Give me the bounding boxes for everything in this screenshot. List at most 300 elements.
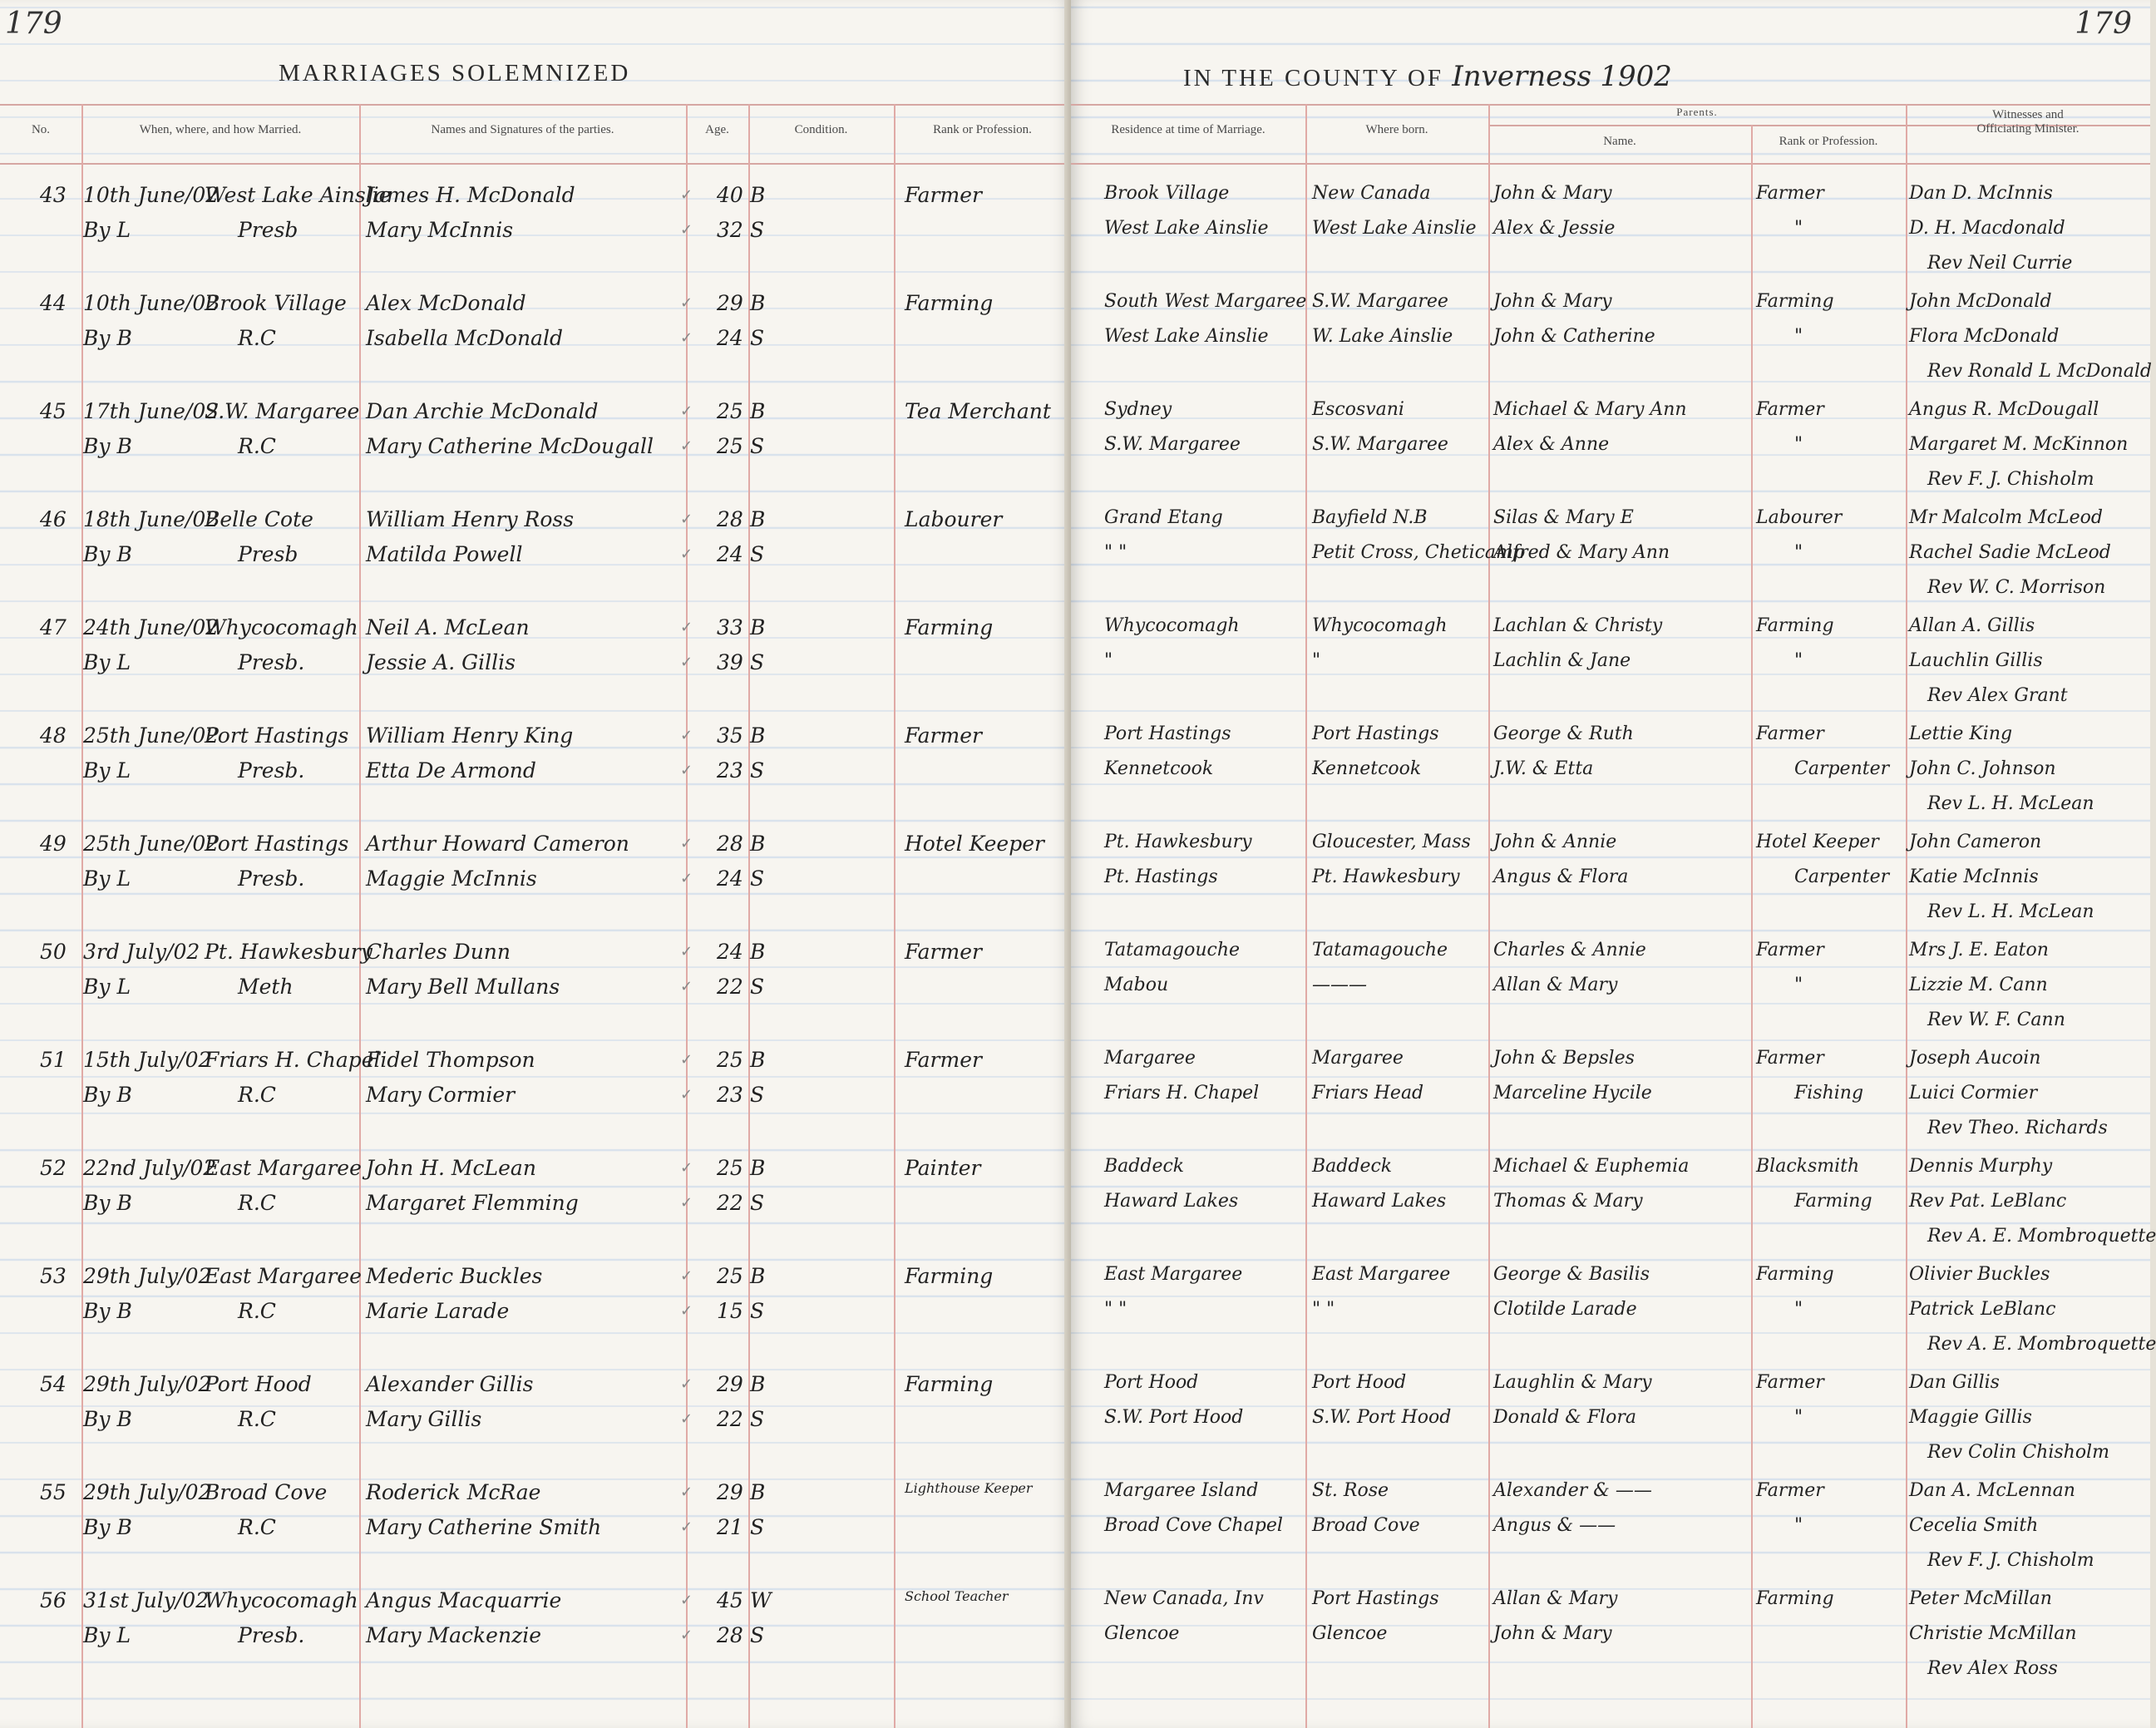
residence-groom: Tatamagouche — [1104, 940, 1241, 960]
entry-place: Port Hastings — [205, 723, 349, 748]
groom-rank: Farmer — [905, 940, 982, 964]
parents-bride: Alfred & Mary Ann — [1493, 542, 1670, 563]
entry-date: 10th June/02 — [83, 291, 220, 315]
groom-name: Charles Dunn — [366, 940, 511, 964]
groom-name: William Henry King — [366, 723, 574, 748]
entry-place: West Lake Ainslie — [205, 183, 392, 207]
residence-groom: Brook Village — [1104, 183, 1230, 204]
bride-name: Isabella McDonald — [366, 326, 563, 350]
entry-number: 43 — [40, 183, 67, 207]
groom-condition: B — [750, 1264, 766, 1288]
parents-rank-groom: Farmer — [1756, 1480, 1824, 1501]
entry-date: 10th June/02 — [83, 183, 220, 207]
entry-denomination: Presb. — [238, 650, 305, 674]
officiating-minister: Rev L. H. McLean — [1927, 793, 2094, 814]
header-bottom-rule — [0, 163, 1071, 165]
check-mark: ✓ — [680, 1051, 693, 1069]
residence-groom: Whycocomagh — [1104, 615, 1240, 636]
bride-condition: S — [750, 434, 765, 458]
entry-number: 54 — [40, 1372, 67, 1396]
parents-bride: Alex & Jessie — [1493, 218, 1616, 239]
groom-condition: B — [750, 507, 766, 531]
entry-date: 31st July/02 — [83, 1588, 210, 1612]
officiating-minister: Rev F. J. Chisholm — [1927, 469, 2094, 490]
check-mark: ✓ — [680, 943, 693, 960]
title-left: MARRIAGES SOLEMNIZED — [279, 60, 631, 86]
header-witnesses-line2: Officiating Minister. — [1976, 122, 2080, 136]
bride-name: Margaret Flemming — [366, 1191, 579, 1215]
parents-groom: Michael & Mary Ann — [1493, 399, 1687, 420]
groom-condition: B — [750, 832, 766, 856]
born-groom: Whycocomagh — [1312, 615, 1448, 636]
bride-age: 22 — [717, 1407, 743, 1431]
officiating-minister: Rev Alex Ross — [1927, 1658, 2058, 1679]
officiating-minister: Rev Neil Currie — [1927, 253, 2073, 274]
officiating-minister: Rev Alex Grant — [1927, 685, 2068, 706]
groom-age: 35 — [717, 723, 743, 748]
entry-date: 25th June/02 — [83, 832, 220, 856]
header-residence: Residence at time of Marriage. — [1111, 123, 1265, 136]
bride-condition: S — [750, 1407, 765, 1431]
groom-age: 40 — [717, 183, 743, 207]
born-groom: Port Hastings — [1312, 1588, 1439, 1609]
groom-condition: B — [750, 615, 766, 639]
parents-rank-bride: " — [1794, 1407, 1803, 1428]
born-bride: " — [1312, 650, 1321, 671]
witness-2: D. H. Macdonald — [1909, 218, 2065, 239]
groom-rank: Farming — [905, 1264, 994, 1288]
parents-rank-groom: Farmer — [1756, 1372, 1824, 1393]
witness-1: Mr Malcolm McLeod — [1909, 507, 2103, 528]
title-right — [1183, 60, 1672, 93]
entry-denomination: Meth — [238, 975, 294, 999]
born-groom: East Margaree — [1312, 1264, 1451, 1285]
entry-date: 29th July/02 — [83, 1372, 212, 1396]
header-born: Where born. — [1365, 123, 1428, 136]
header-bottom-rule — [1071, 163, 2150, 165]
groom-name: Alexander Gillis — [366, 1372, 534, 1396]
check-mark: ✓ — [680, 654, 693, 671]
groom-age: 28 — [717, 832, 743, 856]
bride-name: Jessie A. Gillis — [366, 650, 516, 674]
entry-number: 48 — [40, 723, 67, 748]
entry-how: By L — [83, 1623, 131, 1647]
born-bride: West Lake Ainslie — [1312, 218, 1477, 239]
entry-how: By L — [83, 650, 131, 674]
entry-place: Broad Cove — [205, 1480, 328, 1504]
groom-condition: W — [750, 1588, 772, 1612]
header-witnesses — [1906, 108, 2150, 137]
witness-1: Dennis Murphy — [1909, 1156, 2053, 1177]
residence-bride: " " — [1104, 542, 1127, 563]
born-groom: Port Hastings — [1312, 723, 1439, 744]
parents-rank-groom: Hotel Keeper — [1756, 832, 1879, 852]
parents-rank-groom: Farmer — [1756, 183, 1824, 204]
parents-groom: George & Ruth — [1493, 723, 1634, 744]
entry-number: 45 — [40, 399, 67, 423]
born-bride: Haward Lakes — [1312, 1191, 1447, 1212]
entry-how: By B — [83, 1407, 132, 1431]
entry-number: 56 — [40, 1588, 67, 1612]
bride-age: 39 — [717, 650, 743, 674]
bride-name: Mary Catherine Smith — [366, 1515, 602, 1539]
bride-name: Etta De Armond — [366, 758, 536, 783]
check-mark: ✓ — [680, 186, 693, 204]
header-parents-rank: Rank or Profession. — [1779, 135, 1878, 148]
title-year: 1902 — [1600, 60, 1672, 93]
parents-groom: Charles & Annie — [1493, 940, 1646, 960]
title-county: Inverness — [1452, 60, 1592, 93]
parents-bride: Donald & Flora — [1493, 1407, 1637, 1428]
bride-age: 22 — [717, 975, 743, 999]
officiating-minister: Rev Colin Chisholm — [1927, 1442, 2109, 1463]
groom-rank: Farmer — [905, 183, 982, 207]
officiating-minister: Rev L. H. McLean — [1927, 901, 2094, 922]
residence-bride: Kennetcook — [1104, 758, 1214, 779]
groom-age: 28 — [717, 507, 743, 531]
parents-rank-bride: " — [1794, 218, 1803, 239]
parents-rank-groom: Labourer — [1756, 507, 1843, 528]
entry-date: 3rd July/02 — [83, 940, 200, 964]
bride-age: 24 — [717, 866, 743, 891]
witness-1: Lettie King — [1909, 723, 2013, 744]
parents-rank-bride: " — [1794, 975, 1803, 995]
groom-age: 29 — [717, 1372, 743, 1396]
entry-place: Pt. Hawkesbury — [205, 940, 372, 964]
entry-number: 49 — [40, 832, 67, 856]
page-number-right: 179 — [2075, 7, 2132, 41]
witness-1: Allan A. Gillis — [1909, 615, 2035, 636]
groom-rank: School Teacher — [905, 1588, 1009, 1604]
right-page — [1071, 0, 2156, 1728]
residence-bride: Mabou — [1104, 975, 1169, 995]
col-divider — [894, 104, 895, 1728]
entry-number: 44 — [40, 291, 67, 315]
groom-name: John H. McLean — [366, 1156, 536, 1180]
header-no: No. — [31, 123, 51, 136]
residence-groom: Margaree Island — [1104, 1480, 1259, 1501]
entry-how: By L — [83, 866, 131, 891]
entry-number: 55 — [40, 1480, 67, 1504]
officiating-minister: Rev W. F. Cann — [1927, 1010, 2065, 1030]
born-groom: New Canada — [1312, 183, 1431, 204]
born-groom: Baddeck — [1312, 1156, 1393, 1177]
check-mark: ✓ — [680, 1484, 693, 1501]
entry-denomination: Presb. — [238, 1623, 305, 1647]
residence-groom: East Margaree — [1104, 1264, 1243, 1285]
born-bride: Friars Head — [1312, 1083, 1424, 1103]
entry-denomination: R.C — [238, 434, 276, 458]
entry-date: 29th July/02 — [83, 1480, 212, 1504]
bride-age: 23 — [717, 758, 743, 783]
header-parents: Parents. — [1676, 106, 1718, 118]
parents-rank-bride: Fishing — [1794, 1083, 1864, 1103]
left-page — [0, 0, 1071, 1728]
parents-bride: Marceline Hycile — [1493, 1083, 1652, 1103]
parents-rank-groom: Farmer — [1756, 1048, 1824, 1069]
entry-number: 50 — [40, 940, 67, 964]
parents-groom: John & Mary — [1493, 183, 1612, 204]
residence-groom: New Canada, Inv — [1104, 1588, 1264, 1609]
bride-condition: S — [750, 542, 765, 566]
entry-place: S.W. Margaree — [205, 399, 360, 423]
entry-denomination: Presb — [238, 542, 298, 566]
parents-rank-bride: " — [1794, 542, 1803, 563]
born-bride: ——— — [1312, 975, 1367, 995]
check-mark: ✓ — [680, 762, 693, 779]
bride-name: Maggie McInnis — [366, 866, 537, 891]
parents-bride: Angus & —— — [1493, 1515, 1616, 1536]
check-mark: ✓ — [680, 294, 693, 312]
entry-how: By B — [83, 1191, 132, 1215]
bride-name: Matilda Powell — [366, 542, 523, 566]
groom-age: 25 — [717, 1048, 743, 1072]
check-mark: ✓ — [680, 1194, 693, 1212]
born-groom: St. Rose — [1312, 1480, 1389, 1501]
entry-denomination: R.C — [238, 1083, 276, 1107]
entry-place: Port Hastings — [205, 832, 349, 856]
entry-date: 17th June/02 — [83, 399, 220, 423]
residence-bride: Pt. Hastings — [1104, 866, 1218, 887]
groom-rank: Farmer — [905, 1048, 982, 1072]
bride-condition: S — [750, 650, 765, 674]
header-age: Age. — [705, 123, 729, 136]
check-mark: ✓ — [680, 835, 693, 852]
parents-bride: Angus & Flora — [1493, 866, 1629, 887]
groom-rank: Lighthouse Keeper — [905, 1480, 1033, 1496]
entry-denomination: R.C — [238, 1191, 276, 1215]
entry-date: 22nd July/02 — [83, 1156, 217, 1180]
residence-bride: " " — [1104, 1299, 1127, 1320]
parents-groom: Allan & Mary — [1493, 1588, 1618, 1609]
residence-groom: Pt. Hawkesbury — [1104, 832, 1252, 852]
bride-name: Mary Mackenzie — [366, 1623, 542, 1647]
groom-age: 29 — [717, 291, 743, 315]
residence-bride: Haward Lakes — [1104, 1191, 1239, 1212]
residence-bride: S.W. Port Hood — [1104, 1407, 1244, 1428]
entry-how: By B — [83, 1299, 132, 1323]
bride-condition: S — [750, 1515, 765, 1539]
parents-groom: John & Mary — [1493, 291, 1612, 312]
bride-age: 24 — [717, 542, 743, 566]
entry-how: By L — [83, 218, 131, 242]
check-mark: ✓ — [680, 1086, 693, 1103]
check-mark: ✓ — [680, 546, 693, 563]
entry-place: East Margaree — [205, 1264, 362, 1288]
witness-1: Angus R. McDougall — [1909, 399, 2099, 420]
residence-groom: South West Margaree — [1104, 291, 1307, 312]
col-divider — [1906, 104, 1907, 1728]
entry-place: Port Hood — [205, 1372, 312, 1396]
officiating-minister: Rev A. E. Mombroquette — [1927, 1226, 2156, 1247]
bride-age: 21 — [717, 1515, 743, 1539]
entry-denomination: R.C — [238, 1299, 276, 1323]
parents-bride: John & Catherine — [1493, 326, 1655, 347]
page-number-left: 179 — [5, 7, 62, 41]
witness-1: John Cameron — [1909, 832, 2042, 852]
parents-groom: Laughlin & Mary — [1493, 1372, 1652, 1393]
entry-denomination: R.C — [238, 1515, 276, 1539]
parents-bride: Clotilde Larade — [1493, 1299, 1637, 1320]
witness-1: Mrs J. E. Eaton — [1909, 940, 2049, 960]
bride-name: Mary Gillis — [366, 1407, 482, 1431]
witness-2: Patrick LeBlanc — [1909, 1299, 2056, 1320]
entry-denomination: Presb. — [238, 866, 305, 891]
born-groom: Tatamagouche — [1312, 940, 1448, 960]
officiating-minister: Rev A. E. Mombroquette — [1927, 1334, 2156, 1355]
groom-age: 25 — [717, 1264, 743, 1288]
groom-rank: Farmer — [905, 723, 982, 748]
groom-condition: B — [750, 1156, 766, 1180]
entry-number: 46 — [40, 507, 67, 531]
witness-1: Peter McMillan — [1909, 1588, 2052, 1609]
groom-age: 25 — [717, 1156, 743, 1180]
groom-condition: B — [750, 1480, 766, 1504]
residence-bride: S.W. Margaree — [1104, 434, 1241, 455]
witness-2: Maggie Gillis — [1909, 1407, 2032, 1428]
witness-2: Flora McDonald — [1909, 326, 2060, 347]
residence-groom: Baddeck — [1104, 1156, 1185, 1177]
bride-condition: S — [750, 218, 765, 242]
header-top-rule — [0, 104, 1071, 106]
born-groom: Bayfield N.B — [1312, 507, 1428, 528]
residence-bride: West Lake Ainslie — [1104, 218, 1269, 239]
parents-bride: Lachlin & Jane — [1493, 650, 1631, 671]
entry-denomination: R.C — [238, 1407, 276, 1431]
parents-rank-groom: Farming — [1756, 1264, 1834, 1285]
parents-rank-bride: Carpenter — [1794, 758, 1890, 779]
check-mark: ✓ — [680, 1375, 693, 1393]
witness-1: Dan D. McInnis — [1909, 183, 2053, 204]
entry-how: By B — [83, 326, 132, 350]
entry-place: Brook Village — [205, 291, 347, 315]
born-groom: S.W. Margaree — [1312, 291, 1448, 312]
bride-age: 32 — [717, 218, 743, 242]
entry-date: 24th June/02 — [83, 615, 220, 639]
header-top-rule — [1071, 104, 2150, 106]
witness-2: Lauchlin Gillis — [1909, 650, 2043, 671]
residence-bride: West Lake Ainslie — [1104, 326, 1269, 347]
header-witnesses-line1: Witnesses and — [1992, 108, 2064, 121]
parents-rank-bride: " — [1794, 434, 1803, 455]
witness-2: Rachel Sadie McLeod — [1909, 542, 2111, 563]
header-rank: Rank or Profession. — [933, 123, 1032, 136]
parents-groom: Silas & Mary E — [1493, 507, 1634, 528]
groom-name: Dan Archie McDonald — [366, 399, 599, 423]
entry-how: By L — [83, 758, 131, 783]
parents-rank-bride: Carpenter — [1794, 866, 1890, 887]
bride-condition: S — [750, 758, 765, 783]
check-mark: ✓ — [680, 437, 693, 455]
parents-rank-bride: " — [1794, 326, 1803, 347]
parents-groom: John & Bepsles — [1493, 1048, 1635, 1069]
born-bride: Pt. Hawkesbury — [1312, 866, 1460, 887]
bride-age: 15 — [717, 1299, 743, 1323]
entry-place: Belle Cote — [205, 507, 313, 531]
header-condition: Condition. — [794, 123, 848, 136]
check-mark: ✓ — [680, 619, 693, 636]
parents-rank-groom: Blacksmith — [1756, 1156, 1860, 1177]
groom-rank: Farming — [905, 1372, 994, 1396]
groom-name: Neil A. McLean — [366, 615, 530, 639]
entry-denomination: R.C — [238, 326, 276, 350]
groom-name: Roderick McRae — [366, 1480, 541, 1504]
born-groom: Port Hood — [1312, 1372, 1407, 1393]
witness-1: Olivier Buckles — [1909, 1264, 2050, 1285]
residence-groom: Grand Etang — [1104, 507, 1223, 528]
entry-place: Whycocomagh — [205, 615, 358, 639]
check-mark: ✓ — [680, 1302, 693, 1320]
bride-age: 22 — [717, 1191, 743, 1215]
parents-rank-groom: Farming — [1756, 1588, 1834, 1609]
bride-age: 28 — [717, 1623, 743, 1647]
groom-age: 33 — [717, 615, 743, 639]
born-groom: Gloucester, Mass — [1312, 832, 1471, 852]
parents-bride: Allan & Mary — [1493, 975, 1618, 995]
parents-groom: George & Basilis — [1493, 1264, 1650, 1285]
bride-condition: S — [750, 1191, 765, 1215]
entry-place: Friars H. Chapel — [205, 1048, 381, 1072]
check-mark: ✓ — [680, 1159, 693, 1177]
bride-condition: S — [750, 326, 765, 350]
check-mark: ✓ — [680, 511, 693, 528]
check-mark: ✓ — [680, 870, 693, 887]
groom-name: Mederic Buckles — [366, 1264, 543, 1288]
bride-name: Mary Catherine McDougall — [366, 434, 654, 458]
header-names: Names and Signatures of the parties. — [431, 123, 614, 136]
check-mark: ✓ — [680, 727, 693, 744]
parents-groom: Alexander & —— — [1493, 1480, 1652, 1501]
bride-age: 24 — [717, 326, 743, 350]
bride-condition: S — [750, 1623, 765, 1647]
bride-name: Mary McInnis — [366, 218, 514, 242]
entry-denomination: Presb — [238, 218, 298, 242]
groom-age: 25 — [717, 399, 743, 423]
witness-2: Rev Pat. LeBlanc — [1909, 1191, 2067, 1212]
officiating-minister: Rev Ronald L McDonald — [1927, 361, 2152, 382]
groom-name: Alex McDonald — [366, 291, 526, 315]
groom-rank: Hotel Keeper — [905, 832, 1044, 856]
entry-number: 47 — [40, 615, 67, 639]
parents-groom: Michael & Euphemia — [1493, 1156, 1690, 1177]
witness-2: Cecelia Smith — [1909, 1515, 2039, 1536]
born-bride: S.W. Margaree — [1312, 434, 1448, 455]
witness-2: Katie McInnis — [1909, 866, 2039, 887]
groom-condition: B — [750, 291, 766, 315]
parents-rank-groom: Farmer — [1756, 940, 1824, 960]
witness-1: Joseph Aucoin — [1909, 1048, 2041, 1069]
officiating-minister: Rev W. C. Morrison — [1927, 577, 2106, 598]
title-right-prefix: IN THE COUNTY OF — [1183, 65, 1444, 91]
groom-name: Angus Macquarrie — [366, 1588, 562, 1612]
witness-1: Dan Gillis — [1909, 1372, 2000, 1393]
residence-groom: Sydney — [1104, 399, 1172, 420]
officiating-minister: Rev Theo. Richards — [1927, 1118, 2108, 1138]
parents-bride: John & Mary — [1493, 1623, 1612, 1644]
check-mark: ✓ — [680, 1518, 693, 1536]
parents-rank-groom: Farmer — [1756, 399, 1824, 420]
entry-how: By B — [83, 1083, 132, 1107]
groom-condition: B — [750, 1372, 766, 1396]
parents-rank-bride: " — [1794, 1515, 1803, 1536]
groom-rank: Farming — [905, 615, 994, 639]
bride-name: Marie Larade — [366, 1299, 510, 1323]
groom-name: William Henry Ross — [366, 507, 575, 531]
check-mark: ✓ — [680, 221, 693, 239]
parents-bride: J.W. & Etta — [1493, 758, 1594, 779]
check-mark: ✓ — [680, 1267, 693, 1285]
bride-condition: S — [750, 1299, 765, 1323]
